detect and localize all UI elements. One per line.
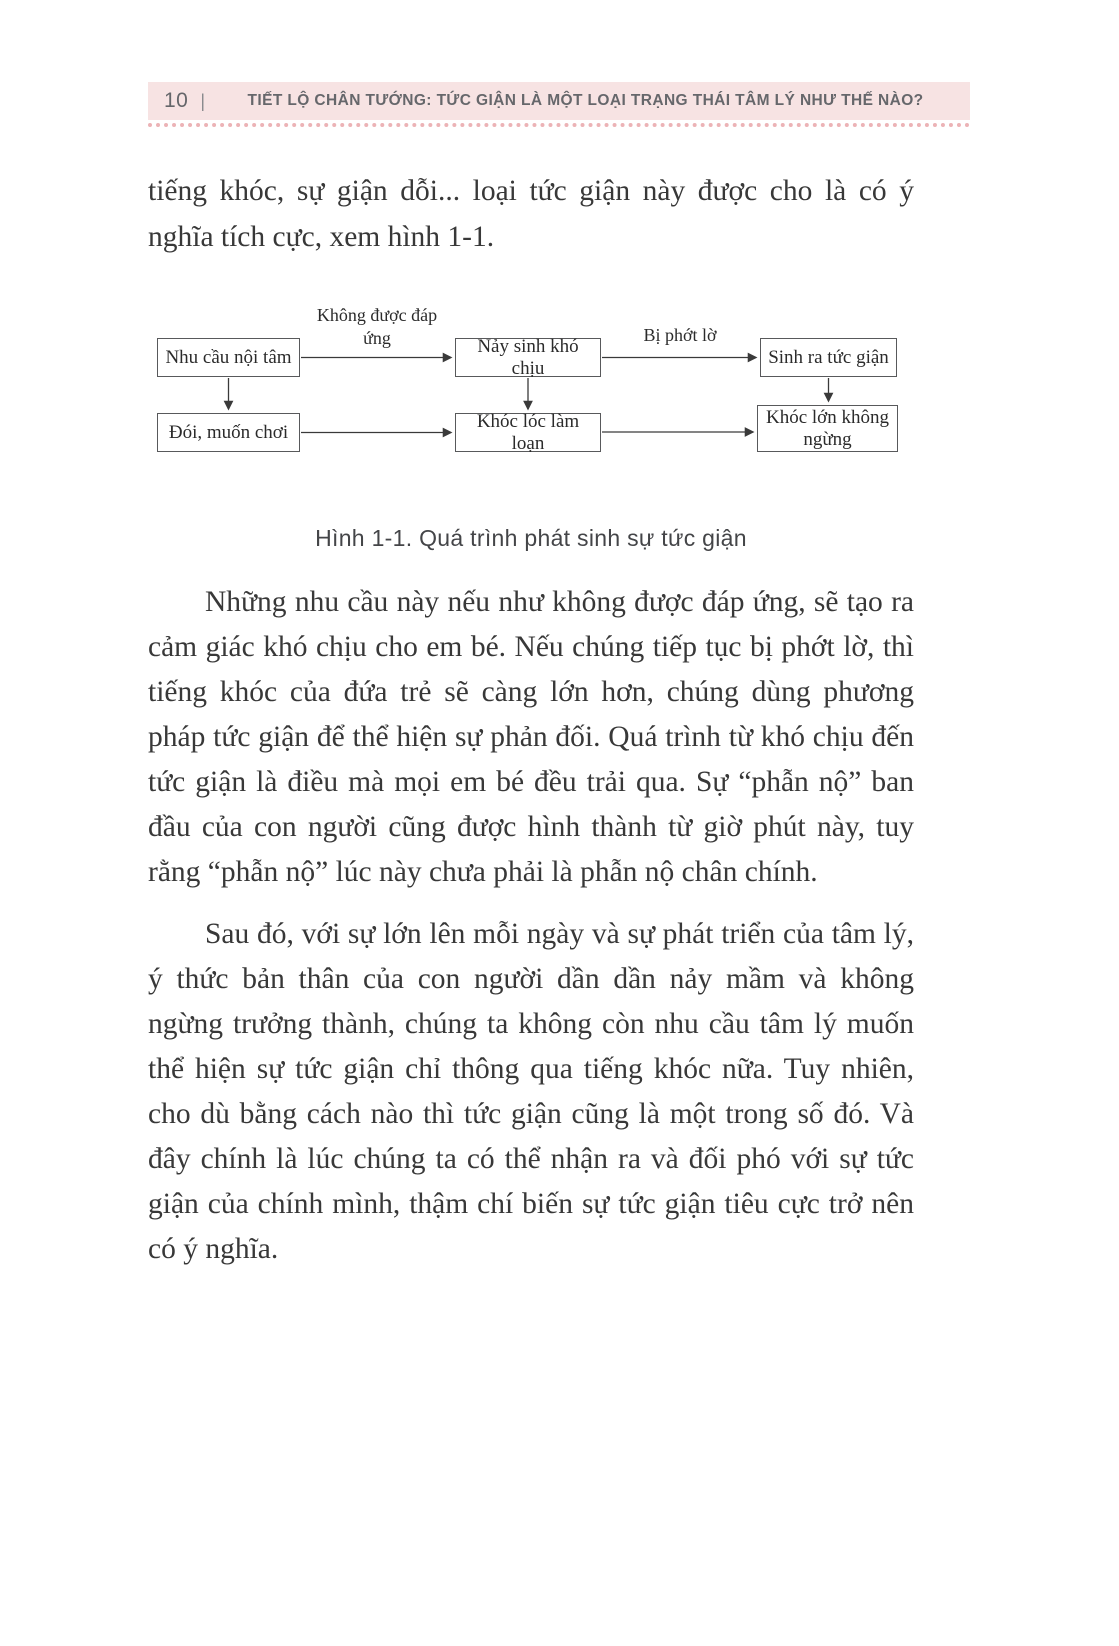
paragraph-2: Sau đó, với sự lớn lên mỗi ngày và sự phát triển của tâm lý, ý thức bản thân của con người dần dần nảy mầm và không ngừng trưởng thành, chúng ta không còn nhu cầu tâm lý muốn thể hiện sự tức giận chỉ thông qua tiếng khóc nữa. Tuy nhiên, cho dù bằng cách nào thì tức giận cũng là một trong số đó. Và đây chính là lúc chúng ta có thể nhận ra và đối phó với sự tức giận của chính mình, thậm chí biến sự tức giận tiêu cực trở nên có ý nghĩa. xyxy=(148,918,914,1265)
main-text xyxy=(148,580,914,1272)
arrow-label-ignored: Bị phớt lờ xyxy=(643,325,717,345)
flow-box-loud-crying: Khóc lớn không ngừng xyxy=(757,405,898,452)
page-number: 10 xyxy=(164,89,189,112)
paragraph-1: Những nhu cầu này nếu như không được đáp ứng, sẽ tạo ra cảm giác khó chịu cho em bé. Nếu chúng tiếp tục bị phớt lờ, thì tiếng khóc của đứa trẻ sẽ càng lớn hơn, chúng dùng phương pháp tức giận để thể hiện sự phản đối. Quá trình từ khó chịu đến tức giận là điều mà mọi em bé đều trải qua. Sự “phẫn nộ” ban đầu của con người cũng được hình thành từ giờ phút này, tuy rằng “phẫn nộ” lúc này chưa phải là phẫn nộ chân chính. xyxy=(148,586,914,888)
running-header-title: TIẾT LỘ CHÂN TƯỚNG: TỨC GIẬN LÀ MỘT LOẠI TRẠNG THÁI TÂM LÝ NHƯ THẾ NÀO? xyxy=(247,92,924,109)
intro-paragraph: tiếng khóc, sự giận dỗi... loại tức giận này được cho là có ý nghĩa tích cực, xem hình 1-1. xyxy=(148,175,914,253)
header-separator: | xyxy=(200,90,206,111)
flow-box-anger: Sinh ra tức giận xyxy=(760,338,897,377)
header-dotted-rule xyxy=(148,123,970,127)
flow-box-crying-fuss: Khóc lóc làm loạn xyxy=(455,413,601,452)
flow-box-hungry-play: Đói, muốn chơi xyxy=(157,413,300,452)
running-header xyxy=(148,82,970,120)
figure-1-1-flowchart xyxy=(148,298,978,468)
arrow-label-not-met: Không được đáp ứng xyxy=(316,305,438,348)
flow-box-inner-need: Nhu cầu nội tâm xyxy=(157,338,300,377)
figure-caption: Hình 1-1. Quá trình phát sinh sự tức giận xyxy=(315,525,747,551)
flow-box-discomfort: Nảy sinh khó chịu xyxy=(455,338,601,377)
